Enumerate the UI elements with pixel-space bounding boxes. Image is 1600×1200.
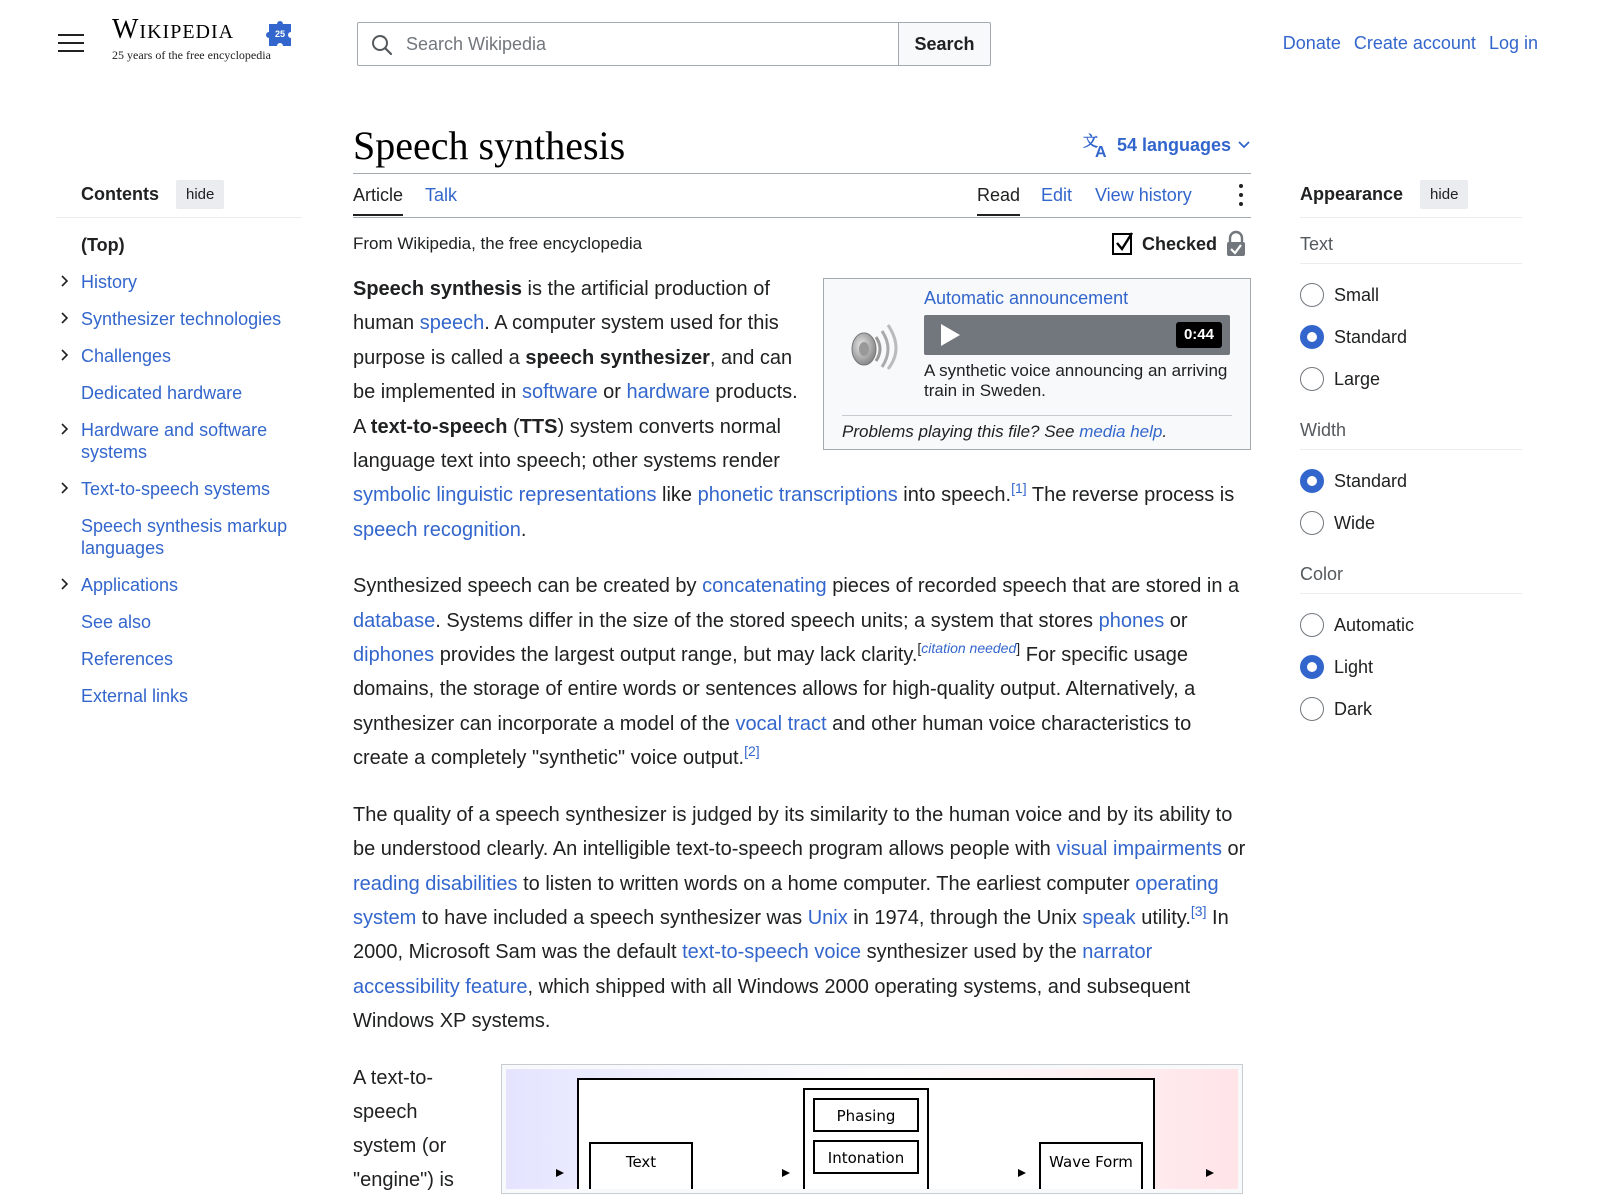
link-concatenating[interactable]: concatenating bbox=[702, 575, 827, 598]
chevron-down-icon bbox=[1237, 140, 1251, 150]
chevron-right-icon[interactable] bbox=[58, 478, 72, 500]
text: synthesizer used by the bbox=[861, 941, 1083, 964]
chevron-right-icon[interactable] bbox=[58, 419, 72, 441]
audio-description: A synthetic voice announcing an arriving train in Sweden. bbox=[924, 361, 1228, 400]
search-icon bbox=[370, 33, 394, 57]
text-size-option-label: Standard bbox=[1334, 326, 1408, 347]
text: ) system converts normal language text into speech; other systems render bbox=[353, 415, 781, 473]
text: in 1974, through the Unix bbox=[847, 906, 1083, 929]
toc-item[interactable] bbox=[56, 382, 302, 404]
text: or bbox=[1164, 609, 1188, 632]
toc-item-label[interactable]: Challenges bbox=[81, 346, 172, 366]
logo-badge-text: 25 bbox=[274, 29, 286, 39]
toc-item[interactable] bbox=[56, 308, 302, 330]
checkbox-checked-icon bbox=[1112, 231, 1134, 257]
logo-wordmark: Wikipedia bbox=[112, 14, 235, 45]
audio-help-period: . bbox=[1162, 422, 1168, 441]
color-label: Color bbox=[1300, 548, 1522, 594]
toc-hide-button[interactable]: hide bbox=[176, 180, 224, 209]
toc-item-label[interactable]: History bbox=[81, 272, 138, 292]
text: is the artificial production of human bbox=[353, 278, 770, 335]
text: to have included a speech synthesizer was bbox=[416, 906, 808, 929]
log-in-link[interactable]: Log in bbox=[1488, 33, 1538, 53]
page-tabs bbox=[353, 174, 1251, 218]
link-vocal-tract[interactable]: vocal tract bbox=[735, 712, 827, 735]
radio-button[interactable] bbox=[1300, 283, 1324, 307]
toc-item-label[interactable]: References bbox=[81, 649, 174, 669]
link-speech[interactable]: speech bbox=[419, 312, 485, 335]
tts-diagram bbox=[506, 1069, 1238, 1189]
checked-indicator[interactable] bbox=[1112, 230, 1247, 258]
bold-term: text-to-speech bbox=[370, 415, 508, 438]
text-size-options bbox=[1300, 264, 1522, 404]
text: pieces of recorded speech that are stored in a bbox=[826, 575, 1240, 598]
tab-edit[interactable]: Edit bbox=[1041, 185, 1073, 205]
toc-item[interactable] bbox=[56, 648, 302, 670]
text-size-option[interactable] bbox=[1300, 358, 1522, 400]
chevron-right-icon[interactable] bbox=[58, 345, 72, 367]
citation-needed-link[interactable] bbox=[921, 640, 1016, 656]
page-title: Speech synthesis bbox=[353, 123, 626, 168]
text: and other human voice characteristics to create a completely "synthetic" voice output. bbox=[353, 712, 1192, 770]
bold-term: TTS bbox=[519, 415, 558, 438]
link-narrator-accessibility-feature[interactable]: narrator accessibility feature bbox=[353, 941, 1153, 998]
text: Synthesized speech can be created by bbox=[353, 575, 703, 598]
text-size-option[interactable] bbox=[1300, 316, 1522, 358]
diagram-phasing-box: Phasing bbox=[836, 1106, 896, 1125]
site-header bbox=[0, 0, 1600, 90]
menu-line bbox=[58, 50, 84, 52]
article-body bbox=[353, 272, 1251, 1191]
width-option-label: Wide bbox=[1334, 512, 1376, 533]
link-speak[interactable]: speak bbox=[1082, 906, 1136, 929]
toc-item-label[interactable]: External links bbox=[81, 686, 189, 706]
text: or bbox=[597, 381, 627, 404]
appearance-title: Appearance bbox=[1300, 184, 1404, 204]
reference-1[interactable]: [1] bbox=[1011, 480, 1027, 497]
text-size-option-label: Large bbox=[1334, 368, 1381, 389]
color-option[interactable] bbox=[1300, 646, 1522, 688]
text: The reverse process is bbox=[1026, 484, 1235, 507]
link-symbolic-linguistic-representations[interactable]: symbolic linguistic representations bbox=[353, 484, 657, 507]
reference-2[interactable]: [2] bbox=[744, 743, 760, 760]
citation-needed-text: citation needed bbox=[921, 640, 1017, 657]
toc-item-label[interactable]: (Top) bbox=[81, 235, 125, 255]
radio-button[interactable] bbox=[1300, 655, 1324, 679]
toc-item[interactable] bbox=[56, 419, 302, 463]
wikipedia-logo[interactable] bbox=[112, 14, 312, 74]
color-options bbox=[1300, 594, 1522, 734]
audio-help-note bbox=[842, 415, 1232, 444]
color-option[interactable] bbox=[1300, 604, 1522, 646]
title-row bbox=[353, 110, 1251, 174]
text: , which shipped with all Windows 2000 operating systems, and subsequent Windows XP systems. bbox=[353, 975, 1191, 1033]
toc-item-label[interactable]: Hardware and software systems bbox=[81, 420, 268, 462]
donate-link[interactable]: Donate bbox=[1282, 33, 1341, 53]
main-menu-button[interactable] bbox=[58, 34, 84, 54]
toc-header bbox=[56, 180, 302, 218]
audio-title-link[interactable]: Automatic announcement bbox=[924, 288, 1129, 308]
toc-title: Contents bbox=[81, 184, 159, 204]
toc-item[interactable] bbox=[56, 685, 302, 707]
toc-item[interactable] bbox=[56, 271, 302, 293]
text: In 2000, Microsoft Sam was the default bbox=[353, 906, 1229, 964]
more-actions-button[interactable] bbox=[1239, 184, 1245, 210]
subtitle-row bbox=[353, 218, 1251, 272]
bracket: ] bbox=[1016, 640, 1021, 657]
appearance-hide-button[interactable]: hide bbox=[1420, 180, 1468, 209]
link-text-to-speech-voice[interactable]: text-to-speech voice bbox=[682, 941, 862, 964]
puzzle-badge-icon bbox=[265, 18, 295, 48]
width-option[interactable] bbox=[1300, 460, 1522, 502]
audio-duration: 0:44 bbox=[1176, 322, 1222, 348]
toc-item[interactable] bbox=[56, 345, 302, 367]
tts-diagram-section bbox=[353, 1061, 1251, 1191]
toc-item-label[interactable]: Speech synthesis markup languages bbox=[81, 516, 288, 558]
toc-item[interactable] bbox=[56, 515, 302, 559]
appearance-panel bbox=[1300, 180, 1522, 734]
link-unix[interactable]: Unix bbox=[807, 906, 848, 929]
link-speech-recognition[interactable]: speech recognition bbox=[353, 518, 521, 541]
toc-item[interactable] bbox=[56, 611, 302, 633]
text: utility. bbox=[1135, 906, 1191, 929]
speaker-icon bbox=[846, 319, 898, 371]
link-operating-system[interactable]: operating system bbox=[353, 872, 1219, 929]
link-phones[interactable]: phones bbox=[1098, 609, 1165, 632]
bracket: [ bbox=[917, 640, 922, 657]
toc-item[interactable] bbox=[56, 574, 302, 596]
lock-check-icon bbox=[1225, 230, 1247, 258]
text: The quality of a speech synthesizer is judged by its similarity to the human voice and by its ability to be understood clearly. An intelligible text-to-speech program allows people with bbox=[353, 803, 1233, 861]
radio-button[interactable] bbox=[1300, 613, 1324, 637]
toc-item-label[interactable]: Text-to-speech systems bbox=[81, 479, 271, 499]
toc-item[interactable] bbox=[56, 478, 302, 500]
chevron-right-icon[interactable] bbox=[58, 271, 72, 293]
svg-text:A: A bbox=[1094, 144, 1107, 158]
radio-button[interactable] bbox=[1300, 469, 1324, 493]
width-label: Width bbox=[1300, 404, 1522, 450]
search-box bbox=[357, 22, 899, 66]
link-database[interactable]: database bbox=[353, 609, 436, 632]
languages-label: 54 languages bbox=[1116, 134, 1231, 155]
tab-read[interactable]: Read bbox=[977, 184, 1020, 216]
color-option-label: Light bbox=[1334, 656, 1374, 677]
reference-3[interactable]: [3] bbox=[1190, 902, 1207, 919]
checked-label: Checked bbox=[1141, 233, 1217, 254]
main-content bbox=[353, 110, 1251, 1191]
text: to listen to written words on a home computer. The earliest computer bbox=[517, 872, 1136, 895]
toc-list bbox=[56, 234, 302, 707]
text: , and can be implemented in bbox=[353, 346, 793, 404]
languages-button[interactable] bbox=[1083, 132, 1251, 158]
text: . bbox=[520, 518, 527, 541]
text: products. A bbox=[353, 381, 798, 438]
text-size-option[interactable] bbox=[1300, 274, 1522, 316]
audio-box bbox=[823, 278, 1251, 450]
link-software[interactable]: software bbox=[521, 381, 598, 404]
menu-line bbox=[58, 42, 84, 44]
bold-term: speech synthesizer bbox=[525, 346, 710, 369]
radio-button[interactable] bbox=[1300, 697, 1324, 721]
play-icon[interactable] bbox=[938, 323, 962, 347]
search-form bbox=[357, 22, 991, 66]
diagram-text-box: Text bbox=[625, 1152, 657, 1171]
create-account-link[interactable]: Create account bbox=[1353, 33, 1476, 53]
link-diphones[interactable]: diphones bbox=[353, 644, 435, 667]
table-of-contents bbox=[56, 180, 302, 722]
width-option-label: Standard bbox=[1334, 470, 1408, 491]
toc-item-label[interactable]: Synthesizer technologies bbox=[81, 309, 282, 329]
text: provides the largest output range, but may lack clarity. bbox=[434, 644, 918, 667]
color-option-label: Dark bbox=[1334, 698, 1373, 719]
logo-tagline: 25 years of the free encyclopedia bbox=[112, 48, 271, 62]
svg-text:文: 文 bbox=[1082, 132, 1098, 150]
text: For specific usage domains, the storage of entire words or sentences allows for high-quality output. Alternatively, a synthesizer can incorporate a model of the bbox=[353, 644, 1196, 735]
paragraph-2 bbox=[353, 569, 1251, 775]
link-hardware[interactable]: hardware bbox=[626, 381, 710, 404]
color-option-label: Automatic bbox=[1334, 614, 1415, 635]
appearance-header bbox=[1300, 180, 1522, 218]
search-input[interactable] bbox=[404, 23, 884, 65]
diagram-caption: A text-to-speech system (or "engine") is bbox=[353, 1066, 454, 1191]
tab-talk[interactable]: Talk bbox=[425, 185, 458, 205]
width-options bbox=[1300, 450, 1522, 548]
toc-item-label[interactable]: See also bbox=[81, 612, 152, 632]
audio-player[interactable] bbox=[924, 315, 1230, 355]
text: ( bbox=[507, 415, 520, 438]
text: . Systems differ in the size of the stored speech units; a system that stores bbox=[435, 609, 1099, 632]
link-phonetic-transcriptions[interactable]: phonetic transcriptions bbox=[697, 484, 898, 507]
radio-button[interactable] bbox=[1300, 325, 1324, 349]
tts-diagram-figure[interactable] bbox=[501, 1064, 1243, 1194]
text: . A computer system used for this purpose is called a bbox=[353, 312, 779, 369]
chevron-right-icon[interactable] bbox=[58, 574, 72, 596]
tab-view-history[interactable]: View history bbox=[1095, 185, 1192, 205]
tab-article[interactable]: Article bbox=[353, 184, 403, 216]
toc-item[interactable] bbox=[56, 234, 302, 256]
search-button[interactable]: Search bbox=[898, 22, 991, 66]
site-subtitle: From Wikipedia, the free encyclopedia bbox=[353, 234, 643, 253]
media-help-link[interactable]: media help bbox=[1079, 422, 1163, 441]
link-reading-disabilities[interactable]: reading disabilities bbox=[353, 872, 518, 895]
diagram-intonation-box: Intonation bbox=[827, 1148, 905, 1167]
text: like bbox=[656, 484, 698, 507]
paragraph-3 bbox=[353, 798, 1251, 1039]
audio-help-text: Problems playing this file? See bbox=[842, 422, 1080, 441]
bold-term: Speech synthesis bbox=[353, 278, 522, 300]
radio-button[interactable] bbox=[1300, 367, 1324, 391]
text: into speech. bbox=[897, 484, 1012, 507]
text: or bbox=[1221, 838, 1246, 861]
toc-item-label[interactable]: Dedicated hardware bbox=[81, 383, 243, 403]
radio-button[interactable] bbox=[1300, 511, 1324, 535]
chevron-right-icon[interactable] bbox=[58, 308, 72, 330]
translate-icon bbox=[1083, 132, 1111, 158]
link-visual-impairments[interactable]: visual impairments bbox=[1056, 838, 1222, 861]
text-size-label: Text bbox=[1300, 218, 1522, 264]
citation-needed bbox=[917, 640, 1020, 656]
width-option[interactable] bbox=[1300, 502, 1522, 544]
menu-line bbox=[58, 34, 84, 36]
diagram-waveform-box: Wave Form bbox=[1049, 1152, 1133, 1171]
user-links bbox=[1275, 33, 1538, 54]
text-size-option-label: Small bbox=[1334, 284, 1380, 305]
color-option[interactable] bbox=[1300, 688, 1522, 730]
toc-item-label[interactable]: Applications bbox=[81, 575, 179, 595]
